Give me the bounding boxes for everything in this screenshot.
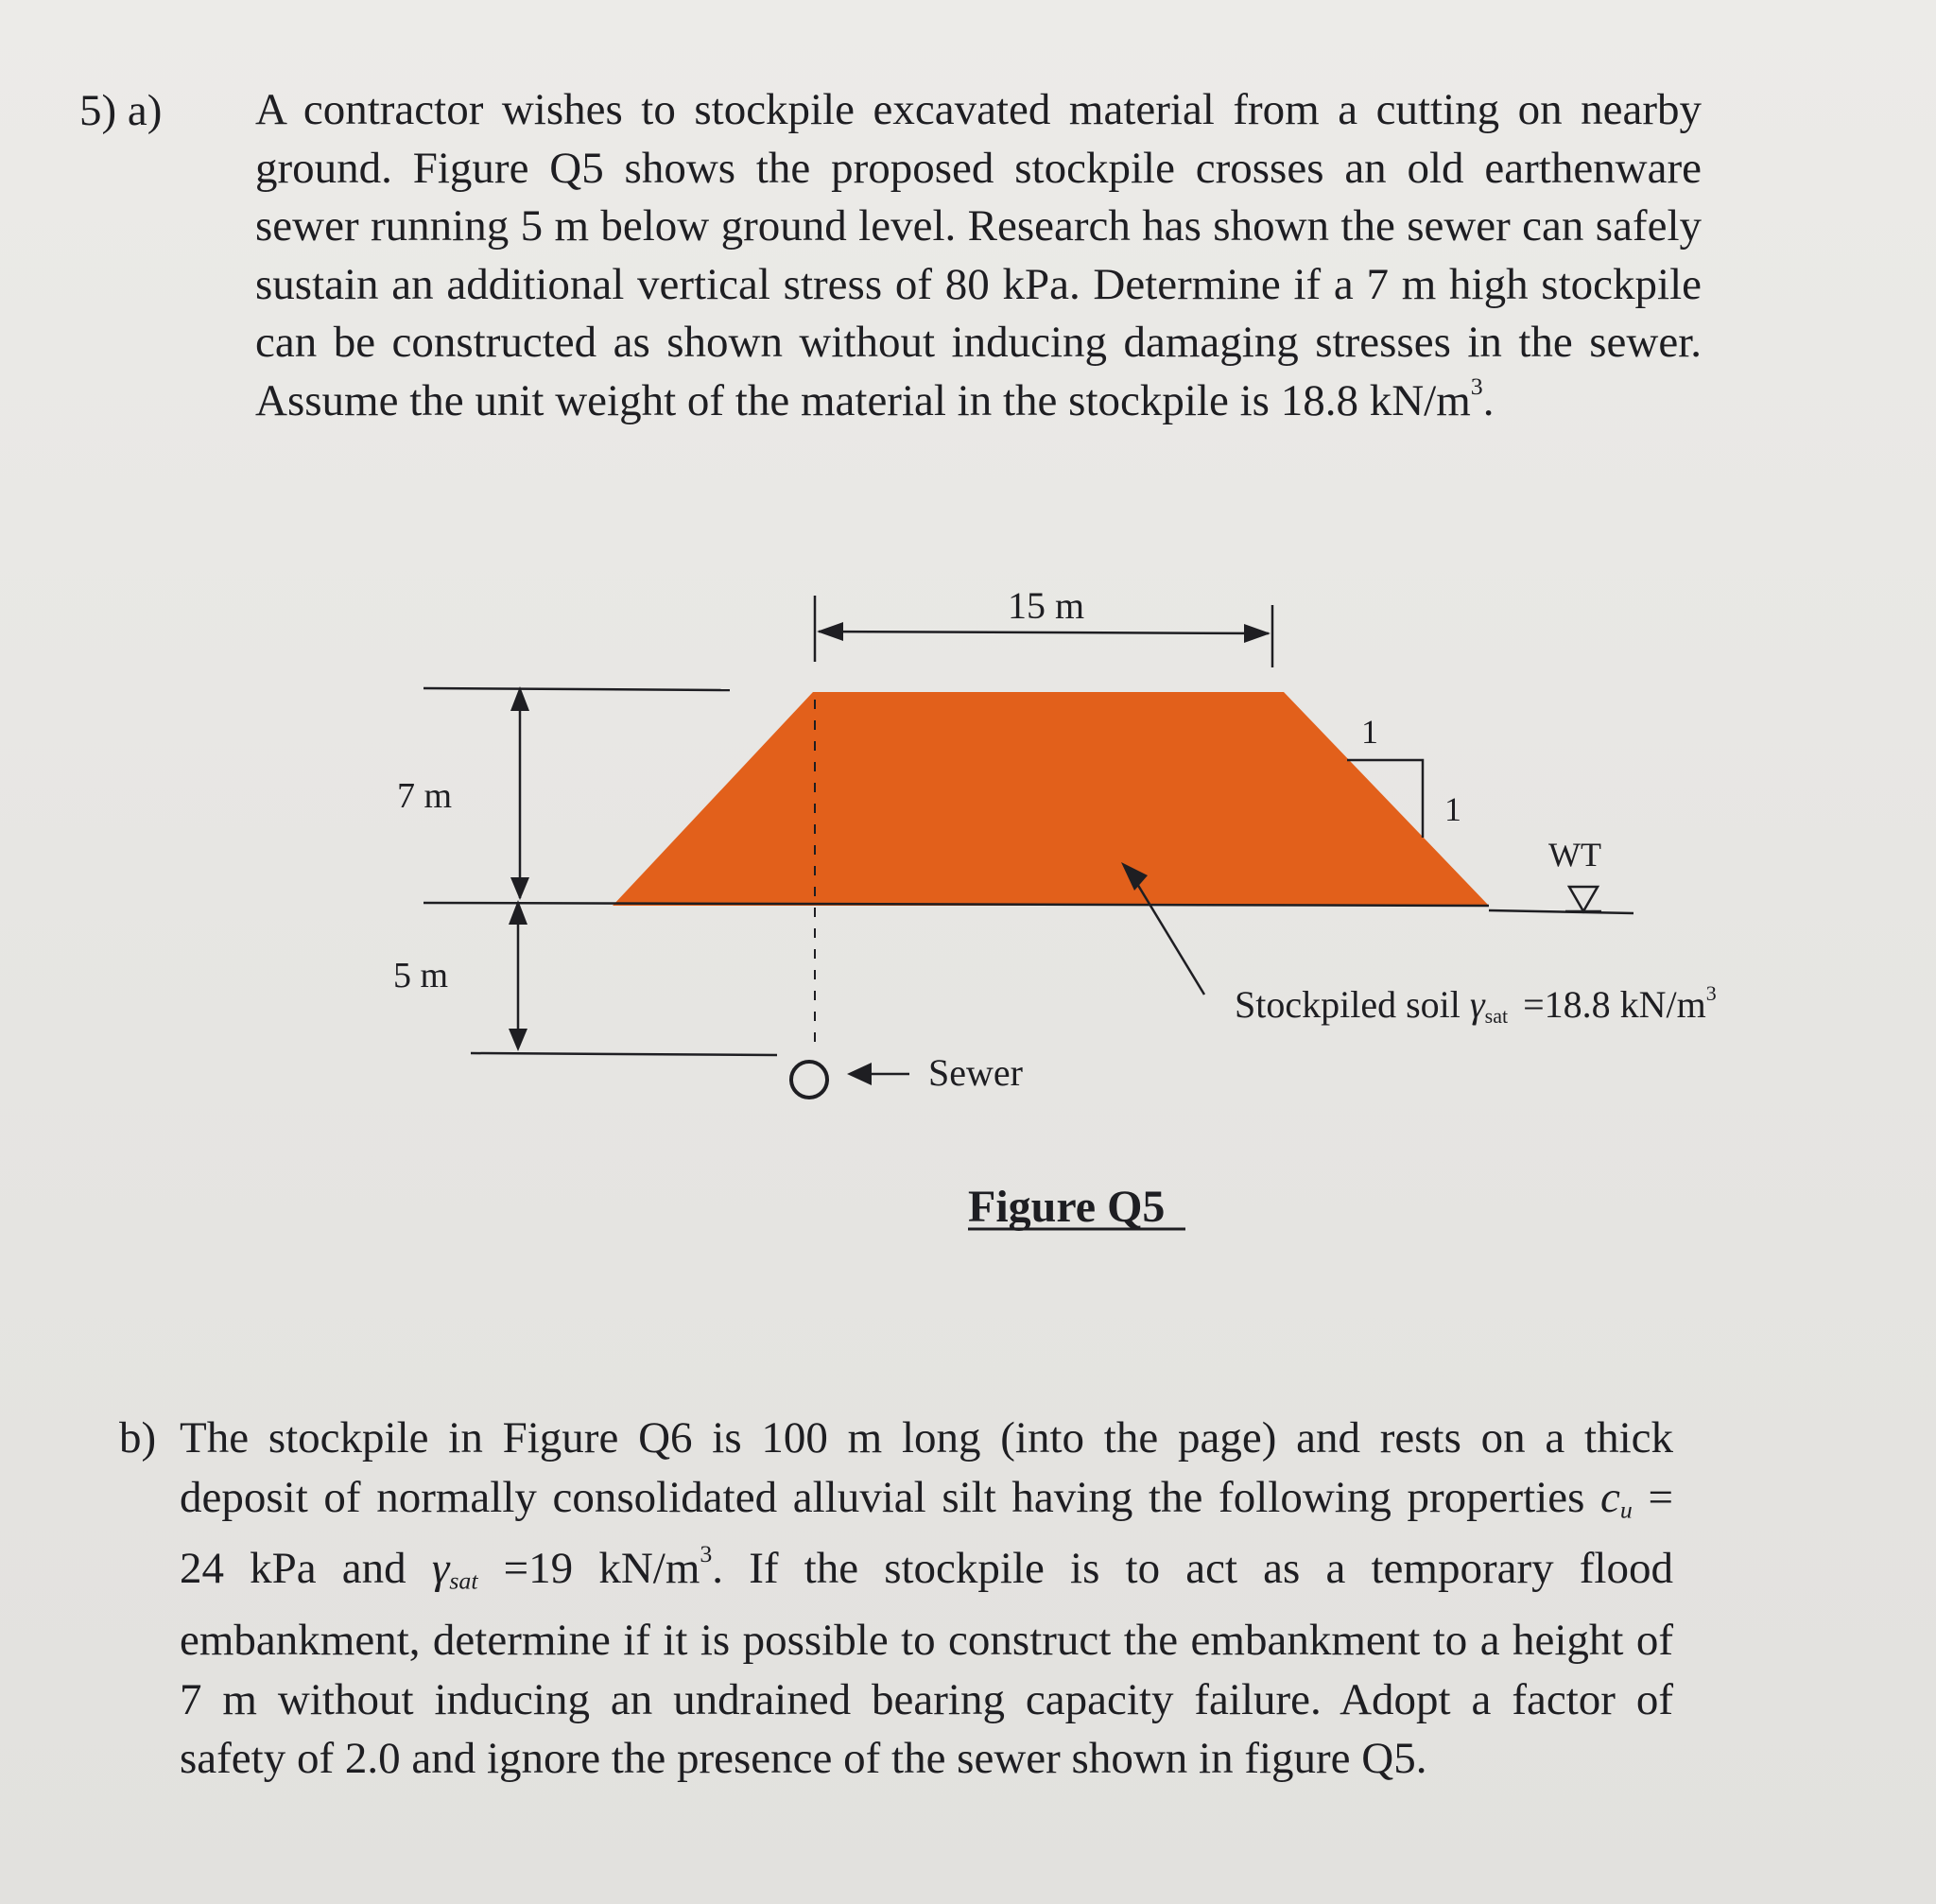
sewer-pointer-arrowhead: [847, 1063, 872, 1085]
slope-vertical-label: 1: [1444, 790, 1461, 828]
question-a-label: 5) a): [79, 86, 163, 135]
question-a-end: .: [1482, 375, 1495, 425]
sewer-depth-line: [471, 1053, 777, 1055]
figure-caption: Figure Q5: [968, 1182, 1166, 1232]
top-reference-line: [424, 688, 730, 690]
cu-subscript: u: [1619, 1495, 1633, 1523]
soil-label-superscript: 3: [1705, 981, 1717, 1005]
stockpile-shape: [613, 692, 1489, 906]
top-width-arrowhead-left: [817, 622, 843, 641]
question-b-part3: =19 kN/m: [477, 1544, 700, 1594]
question-b-part2: = 24 kPa and: [180, 1472, 1673, 1594]
sewer-label: Sewer: [928, 1051, 1023, 1094]
sewer-pipe: [791, 1062, 827, 1098]
soil-gamma-subscript: sat: [1484, 1004, 1509, 1028]
cu-symbol: c: [1600, 1472, 1620, 1522]
question-b-text: [180, 1409, 1673, 1789]
soil-label: [1235, 981, 1717, 1028]
ground-line-right: [1489, 910, 1634, 913]
height-arrowhead-bottom: [510, 877, 529, 900]
water-table-label: WT: [1548, 836, 1601, 874]
slope-horizontal-label: 1: [1361, 713, 1378, 751]
gamma-subscript: sat: [449, 1566, 478, 1595]
soil-label-prefix: Stockpiled soil: [1235, 983, 1470, 1026]
soil-label-value: =18.8 kN/m: [1523, 983, 1706, 1026]
question-b-label: b): [119, 1413, 157, 1463]
gamma-symbol: γ: [431, 1544, 450, 1594]
top-width-arrowhead-right: [1244, 624, 1270, 643]
question-b-part1: The stockpile in Figure Q6 is 100 m long (into the page) and rests on a thick deposit of normally consolidated alluvial silt having the following properties: [180, 1413, 1673, 1522]
soil-gamma-symbol: γ: [1469, 983, 1485, 1026]
water-table-symbol: [1569, 887, 1598, 911]
question-a-superscript: 3: [1470, 372, 1483, 400]
top-width-label: 15 m: [1008, 584, 1085, 627]
question-a-body: A contractor wishes to stockpile excavated material from a cutting on nearby ground. Figure Q5 shows the proposed stockpile crosses an old earthenware sewer running 5 m below ground level. Research has shown the sewer can safely sustain an additional vertical stress of 80 kPa. Determine if a 7 m high stockpile can be constructed as shown without inducing damaging stresses in the sewer. Assume the unit weight of the material in the stockpile is 18.8 kN/m: [255, 85, 1702, 425]
question-b-part4: . If the stockpile is to act as a temporary flood embankment, determine if it is possible to construct the embankment to a height of 7 m without inducing an undrained bearing capacity failure. Adopt a factor of safety of 2.0 and ignore the presence of the sewer shown in figure Q5.: [180, 1544, 1673, 1784]
depth-arrowhead-bottom: [509, 1029, 527, 1051]
question-b-superscript: 3: [700, 1540, 713, 1568]
depth-label: 5 m: [393, 956, 449, 995]
top-width-dimension-line: [819, 632, 1269, 633]
height-label: 7 m: [397, 776, 453, 816]
